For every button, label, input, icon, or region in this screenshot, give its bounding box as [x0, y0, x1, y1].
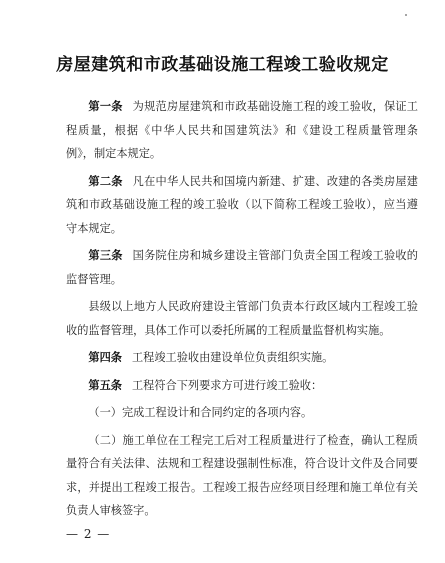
article-number: 第五条: [88, 378, 122, 392]
article-3-clause-2: [66, 295, 418, 342]
article-number: 第四条: [88, 351, 122, 364]
article-text: 凡在中华人民共和国境内新建、扩建、改建的各类房屋建筑和市政基础设施工程的竣工验收（以下简称工程竣工验收），应当遵守本规定。: [66, 174, 418, 235]
article-text: 工程符合下列要求方可进行竣工验收：: [131, 378, 323, 392]
article-5-item-1: [66, 401, 418, 425]
document-body: [66, 95, 418, 527]
page-number: — 2 —: [66, 527, 111, 541]
paragraph-text: 县级以上地方人民政府建设主管部门负责本行政区域内工程竣工验收的监督管理，具体工作可以委托所属的工程质量监督机构实施。: [66, 300, 418, 337]
document-title: 房屋建筑和市政基础设施工程竣工验收规定: [56, 55, 389, 75]
article-number: 第一条: [88, 100, 123, 113]
article-text: 国务院住房和城乡建设主管部门负责全国工程竣工验收的监督管理。: [66, 249, 418, 286]
article-1: [66, 95, 418, 166]
article-number: 第二条: [88, 174, 123, 188]
article-3: [66, 244, 418, 291]
article-4: [66, 346, 418, 370]
article-text: 工程竣工验收由建设单位负责组织实施。: [131, 351, 334, 364]
scan-speck: [405, 14, 407, 16]
article-5: [66, 374, 418, 398]
article-2: [66, 170, 418, 241]
article-text: 为规范房屋建筑和市政基础设施工程的竣工验收，保证工程质量，根据《中华人民共和国建筑法》和《建设工程质量管理条例》，制定本规定。: [66, 100, 418, 160]
list-item-text: （二）施工单位在工程完工后对工程质量进行了检查，确认工程质量符合有关法律、法规和工程建设强制性标准，符合设计文件及合同要求，并提出工程竣工报告。工程竣工报告应经项目经理和施工单位有关负责人审核签字。: [66, 433, 418, 517]
article-5-item-2: [66, 429, 418, 523]
list-item-text: （一）完成工程设计和合同约定的各项内容。: [88, 406, 313, 419]
article-number: 第三条: [88, 249, 123, 262]
